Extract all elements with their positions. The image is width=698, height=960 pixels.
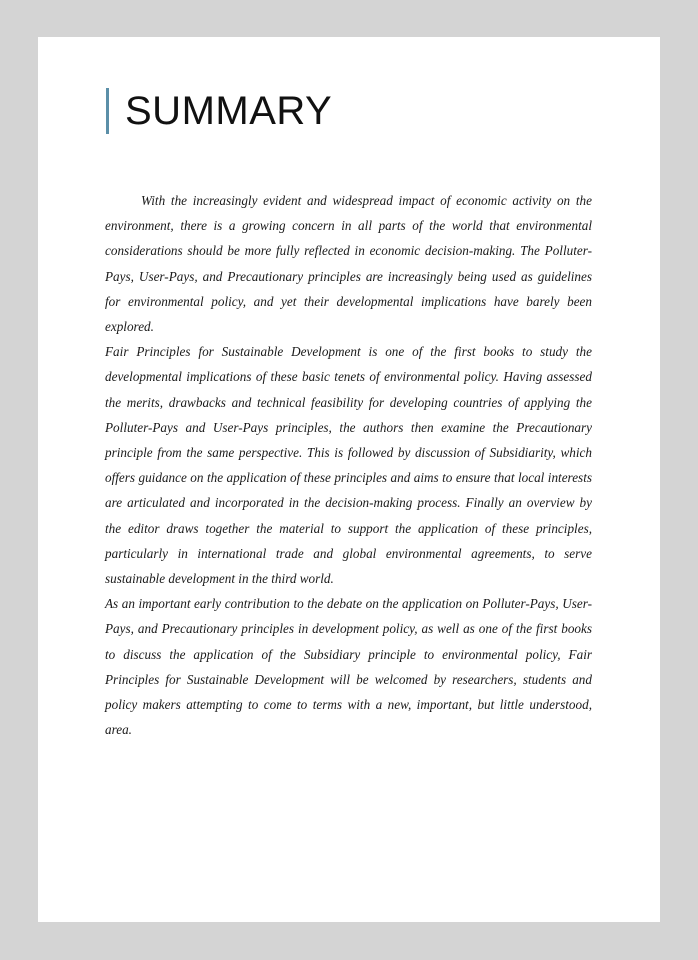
paragraph-3: As an important early contribution to the debate on the application on Polluter-Pays, User-Pays, and Precautionary principles in development policy, as well as one of the first books to discuss the application of the Subsidiary principle to environmental policy, Fair Principles for Sustainable Development will be welcomed by researchers, students and policy makers attempting to come to terms with a new, important, but little understood, area.: [105, 596, 592, 738]
document-page: [38, 37, 660, 922]
paragraph-2: Fair Principles for Sustainable Development is one of the first books to study the developmental implications of these basic tenets of environmental policy. Having assessed the merits, drawbacks and technical feasibility for developing countries of applying the Polluter-Pays and User-Pays principles, the authors then examine the Precautionary principle from the same perspective. This is followed by discussion of Subsidiarity, which offers guidance on the application of these principles and aims to ensure that local interests are articulated and incorporated in the decision-making process. Finally an overview by the editor draws together the material to support the application of these principles, particularly in international trade and global environmental agreements, to serve sustainable development in the third world.: [105, 344, 592, 587]
page-title: SUMMARY: [125, 89, 333, 133]
page-title-block: [106, 86, 332, 138]
paragraph-1: With the increasingly evident and widespread impact of economic activity on the environment, there is a growing concern in all parts of the world that environmental considerations should be more fully reflected in economic decision-making. The Polluter-Pays, User-Pays, and Precautionary principles are increasingly being used as guidelines for environmental policy, and yet their developmental implications have barely been explored.: [105, 193, 592, 335]
document-body: [105, 188, 592, 742]
